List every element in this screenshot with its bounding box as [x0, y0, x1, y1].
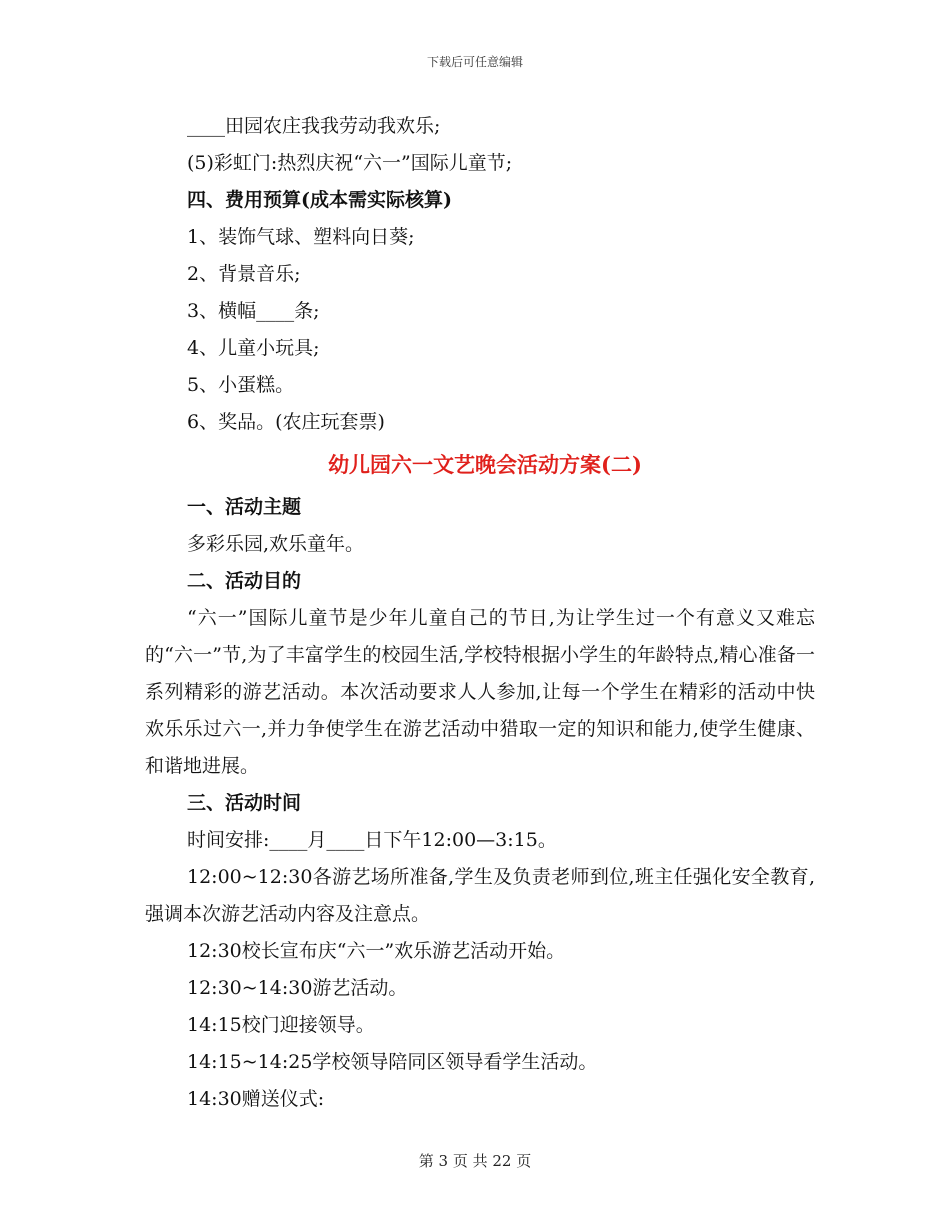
schedule-intro: 时间安排:____月____日下午12:00—3:15。: [187, 829, 557, 851]
budget-item: 3、横幅____条;: [187, 300, 320, 322]
schedule-item: 12:30校长宣布庆“六一”欢乐游艺活动开始。: [187, 940, 566, 962]
schedule-item: 14:15校门迎接领导。: [187, 1014, 375, 1036]
theme-text: 多彩乐园,欢乐童年。: [187, 533, 365, 555]
text-line-farm: ____田园农庄我我劳动我欢乐;: [187, 115, 441, 137]
schedule-item: 14:30赠送仪式:: [187, 1088, 325, 1110]
document-body: [145, 108, 815, 1118]
budget-item: 6、奖品。(农庄玩套票): [187, 411, 385, 433]
schedule-item: 12:00~12:30各游艺场所准备,学生及负责老师到位,班主任强化安全教育,强调本次游艺活动内容及注意点。: [145, 866, 815, 925]
schedule-item: 12:30~14:30游艺活动。: [187, 977, 408, 999]
time-heading: 三、活动时间: [187, 792, 302, 814]
theme-heading: 一、活动主题: [187, 496, 302, 518]
header-note: 下载后可任意编辑: [426, 55, 523, 69]
budget-item: 4、儿童小玩具;: [187, 337, 320, 359]
purpose-paragraph: “六一”国际儿童节是少年儿童自己的节日,为让学生过一个有意义又难忘的“六一”节,为了丰富学生的校园生活,学校特根据小学生的年龄特点,精心准备一系列精彩的游艺活动。本次活动要求人人参加,让每一个学生在精彩的活动中快欢乐乐过六一,并力争使学生在游艺活动中猎取一定的知识和能力,使学生健康、和谐地进展。: [145, 607, 815, 777]
budget-item: 5、小蛋糕。: [187, 374, 295, 396]
budget-heading: 四、费用预算(成本需实际核算): [187, 189, 452, 211]
plan-title: 幼儿园六一文艺晚会活动方案(二): [328, 452, 642, 477]
budget-item: 1、装饰气球、塑料向日葵;: [187, 226, 415, 248]
budget-item: 2、背景音乐;: [187, 263, 301, 285]
schedule-item: 14:15~14:25学校领导陪同区领导看学生活动。: [187, 1051, 598, 1073]
page-number: 第 3 页 共 22 页: [418, 1152, 532, 1170]
purpose-heading: 二、活动目的: [187, 570, 302, 592]
text-line-rainbow-gate: (5)彩虹门:热烈庆祝“六一”国际儿童节;: [187, 152, 513, 174]
